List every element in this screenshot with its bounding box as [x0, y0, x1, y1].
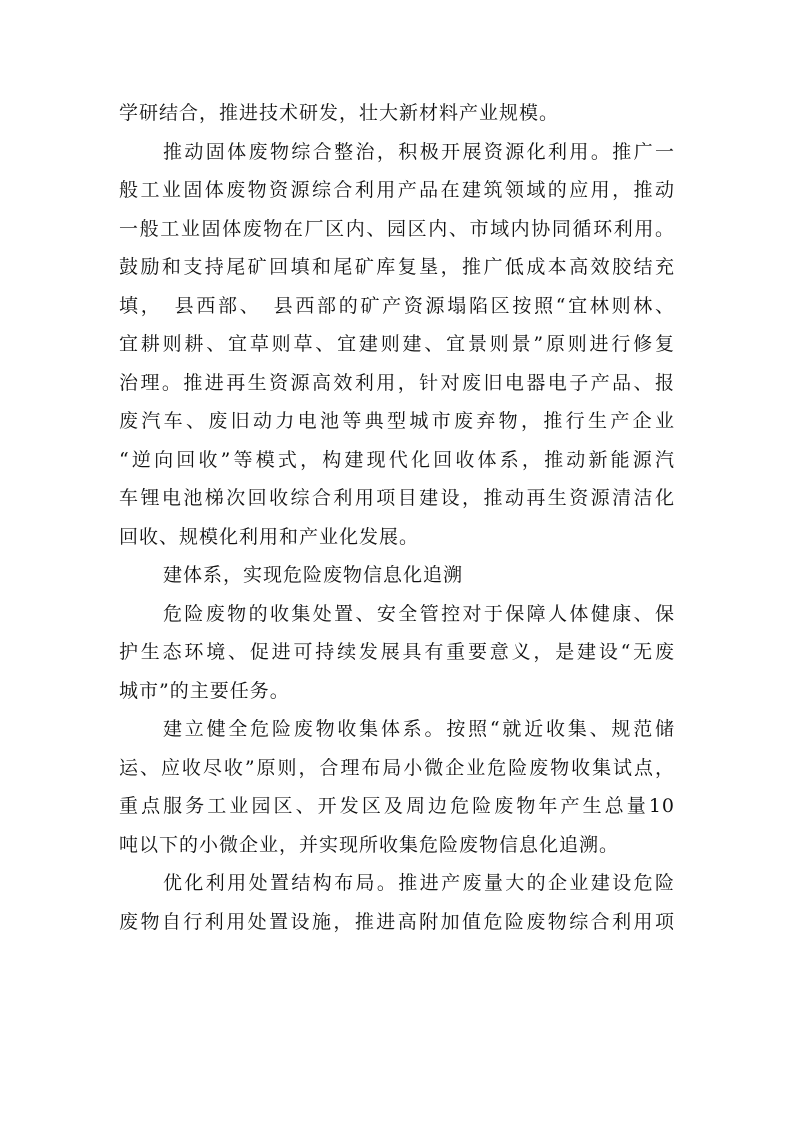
text-line: 治理。推进再生资源高效利用，针对废旧电器电子产品、报 [119, 371, 675, 394]
paragraph-first-line: 建立健全危险废物收集体系。按照“就近收集、规范储 [163, 718, 675, 740]
text-line: 运、应收尽收”原则，合理布局小微企业危险废物收集试点， [119, 756, 675, 779]
text-line: 学研结合，推进技术研发，壮大新材料产业规模。 [119, 102, 560, 124]
text-line: 吨以下的小微企业，并实现所收集危险废物信息化追溯。 [119, 833, 620, 856]
text-line: 护生态环境、促进可持续发展具有重要意义，是建设“无废 [119, 641, 675, 663]
text-line: 回收、规模化利用和产业化发展。 [119, 525, 420, 548]
paragraph-first-line: 优化利用处置结构布局。推进产废量大的企业建设危险 [163, 872, 675, 894]
text-line: 般工业固体废物资源综合利用产品在建筑领域的应用，推动 [119, 179, 675, 201]
paragraph-first-line: 推动固体废物综合整治，积极开展资源化利用。推广一 [163, 140, 675, 163]
text-line: 城市”的主要任务。 [119, 679, 290, 702]
text-line: 宜耕则耕、宜草则草、宜建则建、宜景则景”原则进行修复 [119, 333, 675, 355]
text-line: “逆向回收”等模式，构建现代化回收体系，推动新能源汽 [119, 448, 675, 471]
text-line: 废物自行利用处置设施，推进高附加值危险废物综合利用项 [119, 910, 675, 933]
section-heading: 建体系，实现危险废物信息化追溯 [163, 564, 464, 586]
document-body [119, 94, 675, 941]
text-line: 车锂电池梯次回收综合利用项目建设，推动再生资源清洁化 [119, 487, 675, 509]
text-line: 一般工业固体废物在厂区内、园区内、市域内协同循环利用。 [119, 217, 675, 240]
text-line: 鼓励和支持尾矿回填和尾矿库复垦，推广低成本高效胶结充 [119, 256, 675, 278]
paragraph-first-line: 危险废物的收集处置、安全管控对于保障人体健康、保 [163, 602, 675, 625]
text-line: 废汽车、废旧动力电池等典型城市废弃物，推行生产企业 [119, 410, 675, 432]
text-line: 填， 县西部、 县西部的矿产资源塌陷区按照“宜林则林、 [119, 294, 675, 317]
text-line: 重点服务工业园区、开发区及周边危险废物年产生总量10 [119, 795, 675, 817]
